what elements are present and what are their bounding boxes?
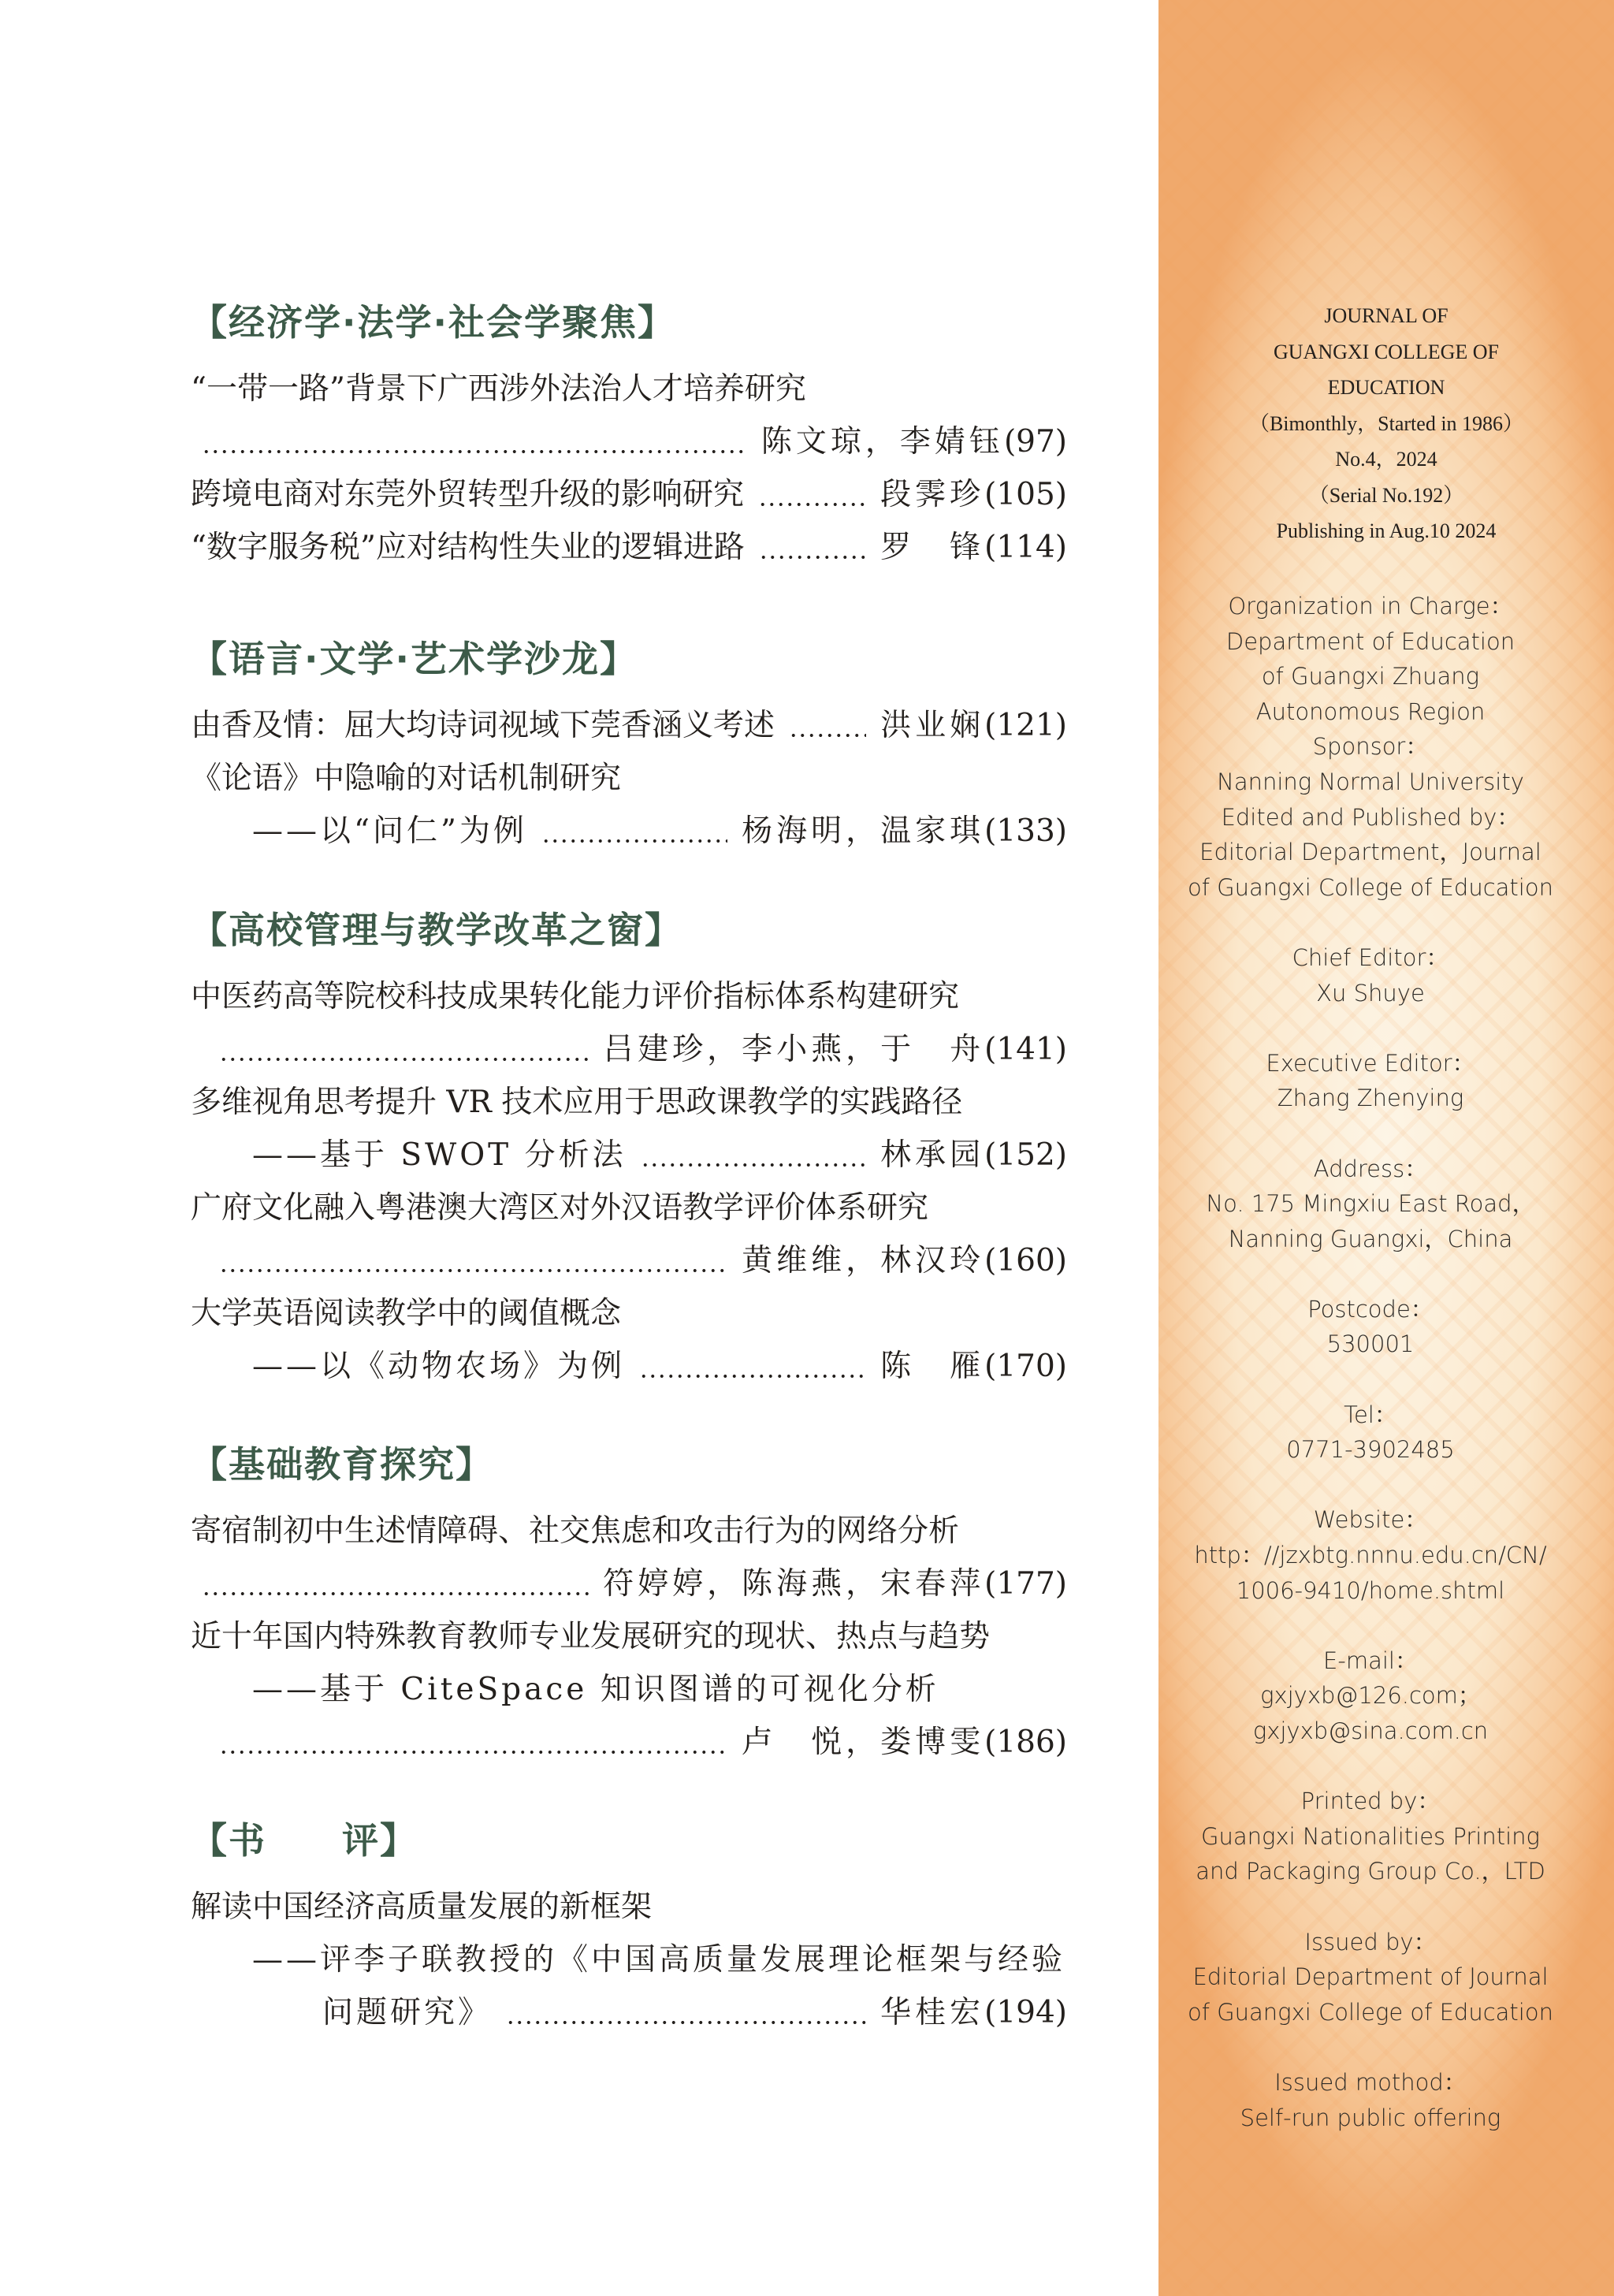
entry-title[interactable]: “数字服务税”应对结构性失业的逻辑进路 (191, 529, 745, 565)
toc-entry[interactable] (191, 468, 1067, 521)
toc-entry[interactable] (191, 1505, 1067, 1610)
info-line: Executive Editor： (1266, 1049, 1475, 1077)
section-heading: 【书 评】 (191, 1819, 418, 1862)
entry-page: (133) (984, 813, 1067, 849)
entry-byline (603, 1566, 1067, 1602)
entry-byline (880, 477, 1067, 513)
info-line: Sponsor： (1312, 733, 1429, 761)
spacer (1143, 1749, 1598, 1784)
publication-info (1143, 589, 1598, 2135)
info-group (1143, 1046, 1598, 1116)
info-line: 0771-3902485 (1286, 1436, 1455, 1464)
info-line: Xu Shuye (1316, 979, 1425, 1007)
entry-subtitle: ——基于 CiteSpace 知识图谱的可视化分析 (252, 1671, 939, 1707)
entry-subtitle: ——基于 SWOT 分析法 (252, 1137, 627, 1173)
entry-authors: 华桂宏 (880, 1994, 985, 2030)
toc-entry[interactable] (191, 970, 1067, 1076)
toc-entry[interactable] (191, 363, 1067, 468)
entry-page: (152) (984, 1137, 1067, 1173)
entry-page: (177) (984, 1565, 1067, 1602)
journal-masthead (1158, 298, 1614, 549)
entry-title[interactable]: 广府文化融入粤港澳大湾区对外汉语教学评价体系研究 (191, 1189, 929, 1226)
entry-page: (114) (984, 529, 1067, 565)
toc-entry[interactable] (191, 1181, 1067, 1287)
toc-section (191, 910, 1067, 1393)
entry-authors: 杨海明，温家琪 (742, 813, 985, 849)
dot-leader (641, 1137, 867, 1174)
entry-leader-line (191, 1557, 1067, 1610)
info-group (1143, 1925, 1598, 2030)
entry-title-line (191, 1287, 1067, 1340)
entry-byline (880, 1995, 1067, 2031)
entry-byline (742, 1243, 1067, 1279)
info-line: Issued mothod： (1274, 2068, 1467, 2096)
entry-subtitle-line (191, 1129, 1067, 1181)
info-line: Issued by： (1304, 1928, 1437, 1956)
entry-subtitle: ——评李子联教授的《中国高质量发展理论框架与经验 (252, 1941, 1066, 1978)
info-line: Address： (1313, 1155, 1428, 1182)
toc-entry[interactable] (191, 1076, 1067, 1181)
entry-authors: 符婷婷，陈海燕，宋春萍 (603, 1565, 985, 1602)
entry-byline (742, 813, 1067, 850)
entry-title[interactable]: 解读中国经济高质量发展的新框架 (191, 1889, 653, 1925)
entry-page: (97) (1003, 423, 1067, 460)
toc-entry[interactable] (191, 1287, 1067, 1393)
journal-info-panel (1158, 0, 1614, 2296)
entry-title[interactable]: 《论语》中隐喻的对话机制研究 (191, 760, 622, 796)
info-line: Department of Education (1225, 627, 1515, 655)
info-group (1143, 1292, 1598, 1362)
toc-section (191, 638, 1067, 858)
info-line: No. 175 Mingxiu East Road， (1206, 1190, 1535, 1218)
entry-byline (742, 1725, 1067, 1761)
entry-page: (194) (984, 1994, 1067, 2030)
entry-title-line (191, 1505, 1067, 1557)
info-group (1143, 1643, 1598, 1749)
info-line: Edited and Published by： (1221, 803, 1520, 831)
info-line: of Guangxi College of Education (1188, 1998, 1553, 2026)
toc-section (191, 1820, 1067, 2039)
entry-subtitle: ——以“问仁”为例 (252, 813, 527, 849)
info-line: Editorial Department of Journal (1192, 1963, 1549, 1991)
entry-page: (121) (984, 707, 1067, 743)
entry-title-line (191, 1181, 1067, 1234)
entry-title-line (191, 363, 1067, 415)
entry-page: (105) (984, 476, 1067, 512)
spacer (1143, 1010, 1598, 1046)
dot-leader (219, 1243, 727, 1279)
section-heading: 【经济学·法学·社会学聚焦】 (191, 301, 675, 344)
section-heading: 【基础教育探究】 (191, 1443, 493, 1486)
info-line: Printed by： (1300, 1788, 1441, 1815)
info-group (1143, 1152, 1598, 1257)
info-line: http：//jzxbtg.nnnu.edu.cn/CN/ (1194, 1542, 1547, 1569)
entry-authors: 吕建珍，李小燕，于 舟 (603, 1031, 985, 1067)
dot-leader (506, 1995, 866, 2031)
toc-entry[interactable] (191, 1610, 1067, 1769)
entry-leader-line (191, 1234, 1067, 1287)
info-line: 1006-9410/home.shtml (1236, 1576, 1505, 1604)
entry-authors: 洪业娴 (880, 707, 985, 743)
section-heading: 【高校管理与教学改革之窗】 (191, 909, 682, 951)
dot-leader (202, 424, 747, 460)
info-line: of Guangxi College of Education (1188, 873, 1553, 901)
entry-title[interactable]: 中医药高等院校科技成果转化能力评价指标体系构建研究 (191, 978, 960, 1014)
info-line: Self-run public offering (1240, 2104, 1501, 2131)
entry-leader-line (191, 415, 1067, 468)
entry-subtitle: ——以《动物农场》为例 (252, 1348, 626, 1384)
info-line: Organization in Charge： (1228, 593, 1513, 620)
info-line: 530001 (1326, 1330, 1415, 1358)
entry-subtitle: 问题研究》 (322, 1994, 493, 2030)
dot-leader (202, 1566, 589, 1602)
entry-authors: 黄维维，林汉玲 (742, 1242, 985, 1278)
info-line: Autonomous Region (1255, 698, 1486, 725)
dot-leader (639, 1349, 866, 1385)
dot-leader (789, 708, 866, 744)
spacer (1143, 1362, 1598, 1397)
entry-subtitle-line (191, 805, 1067, 858)
info-group (1143, 2065, 1598, 2135)
entry-title[interactable]: 多维视角思考提升 VR 技术应用于思政课教学的实践路径 (191, 1084, 963, 1120)
masthead-line: Publishing in Aug.10 2024 (1276, 519, 1497, 542)
entry-title-line (191, 521, 1067, 574)
spacer (1143, 1256, 1598, 1292)
info-line: gxjyxb@126.com； (1260, 1682, 1481, 1710)
dot-leader (758, 477, 866, 513)
info-line: Website： (1313, 1506, 1428, 1534)
entry-leader-line (191, 1716, 1067, 1769)
entry-subtitle-line (191, 1933, 1067, 1986)
entry-authors: 卢 悦，娄博雯 (742, 1724, 985, 1760)
toc-entry[interactable] (191, 752, 1067, 858)
spacer (1143, 905, 1598, 940)
masthead-line: （Serial No.192） (1308, 483, 1464, 507)
entry-title-line (191, 752, 1067, 805)
entry-byline (761, 424, 1067, 460)
entry-title[interactable]: 近十年国内特殊教育教师专业发展研究的现状、热点与趋势 (191, 1618, 991, 1654)
info-group (1143, 1397, 1598, 1468)
info-line: Nanning Normal University (1217, 768, 1524, 795)
info-group (1143, 1784, 1598, 1889)
entry-title-line (191, 468, 1067, 521)
dot-leader (219, 1725, 727, 1761)
info-line: Nanning Guangxi，China (1228, 1225, 1513, 1252)
entry-title[interactable]: 由香及情：屈大均诗词视域下莞香涵义考述 (191, 707, 775, 743)
entry-title[interactable]: 寄宿制初中生述情障碍、社交焦虑和攻击行为的网络分析 (191, 1513, 960, 1549)
spacer (1143, 1889, 1598, 1925)
entry-authors: 陈文琼，李婧钰 (761, 423, 1004, 460)
info-group (1143, 1502, 1598, 1608)
masthead-line: JOURNAL OF (1324, 304, 1449, 327)
masthead-line: No.4，2024 (1335, 448, 1437, 471)
entry-page: (141) (984, 1031, 1067, 1067)
entry-authors: 林承园 (880, 1137, 985, 1173)
entry-page: (170) (984, 1348, 1067, 1384)
entry-leader-line (191, 1023, 1067, 1076)
entry-byline (880, 530, 1067, 566)
entry-title[interactable]: 大学英语阅读教学中的阈值概念 (191, 1295, 622, 1331)
info-line: E-mail： (1323, 1647, 1418, 1674)
info-line: gxjyxb@sina.com.cn (1252, 1717, 1489, 1744)
entry-subtitle-line (191, 1986, 1067, 2039)
toc-entry[interactable] (191, 521, 1067, 574)
entry-byline (880, 1349, 1067, 1385)
info-group (1143, 589, 1598, 905)
entry-title-line (191, 1610, 1067, 1663)
entry-title-line (191, 970, 1067, 1023)
entry-title[interactable]: 跨境电商对东莞外贸转型升级的影响研究 (191, 476, 745, 512)
dot-leader (759, 530, 866, 566)
entry-byline (880, 708, 1067, 744)
spacer (1143, 1116, 1598, 1152)
info-group (1143, 940, 1598, 1010)
info-line: Zhang Zhenying (1277, 1085, 1464, 1112)
dot-leader (219, 1032, 589, 1068)
dot-leader (541, 813, 727, 850)
section-heading: 【语言·文学·艺术学沙龙】 (191, 638, 638, 680)
entry-authors: 陈 雁 (880, 1348, 985, 1384)
info-line: and Packaging Group Co.，LTD (1196, 1858, 1545, 1885)
info-line: of Guangxi Zhuang (1261, 663, 1480, 690)
entry-authors: 段霁珍 (880, 476, 985, 512)
entry-title-line (191, 1076, 1067, 1129)
entry-title[interactable]: “一带一路”背景下广西涉外法治人才培养研究 (191, 370, 806, 407)
masthead-line: （Bimonthly，Started in 1986） (1248, 411, 1524, 435)
toc-entry[interactable] (191, 1881, 1067, 2039)
spacer (1143, 1608, 1598, 1643)
masthead-line: EDUCATION (1327, 376, 1445, 399)
entry-page: (186) (984, 1724, 1067, 1760)
info-line: Chief Editor： (1292, 943, 1449, 971)
toc-section (191, 1444, 1067, 1769)
spacer (1143, 2030, 1598, 2065)
masthead-line: GUANGXI COLLEGE OF (1274, 340, 1499, 363)
info-line: Tel： (1344, 1401, 1397, 1428)
info-line: Guangxi Nationalities Printing (1201, 1822, 1540, 1850)
entry-page: (160) (984, 1242, 1067, 1278)
info-line: Postcode： (1307, 1295, 1434, 1323)
entry-byline (880, 1137, 1067, 1174)
entry-byline (603, 1032, 1067, 1068)
entry-subtitle-line (191, 1663, 1067, 1716)
info-line: Editorial Department，Journal (1199, 839, 1541, 866)
entry-title-line (191, 699, 1067, 752)
spacer (1143, 1468, 1598, 1503)
toc-entry[interactable] (191, 699, 1067, 752)
entry-title-line (191, 1881, 1067, 1933)
entry-subtitle-line (191, 1340, 1067, 1393)
entry-authors: 罗 锋 (880, 529, 985, 565)
toc-section (191, 302, 1067, 574)
